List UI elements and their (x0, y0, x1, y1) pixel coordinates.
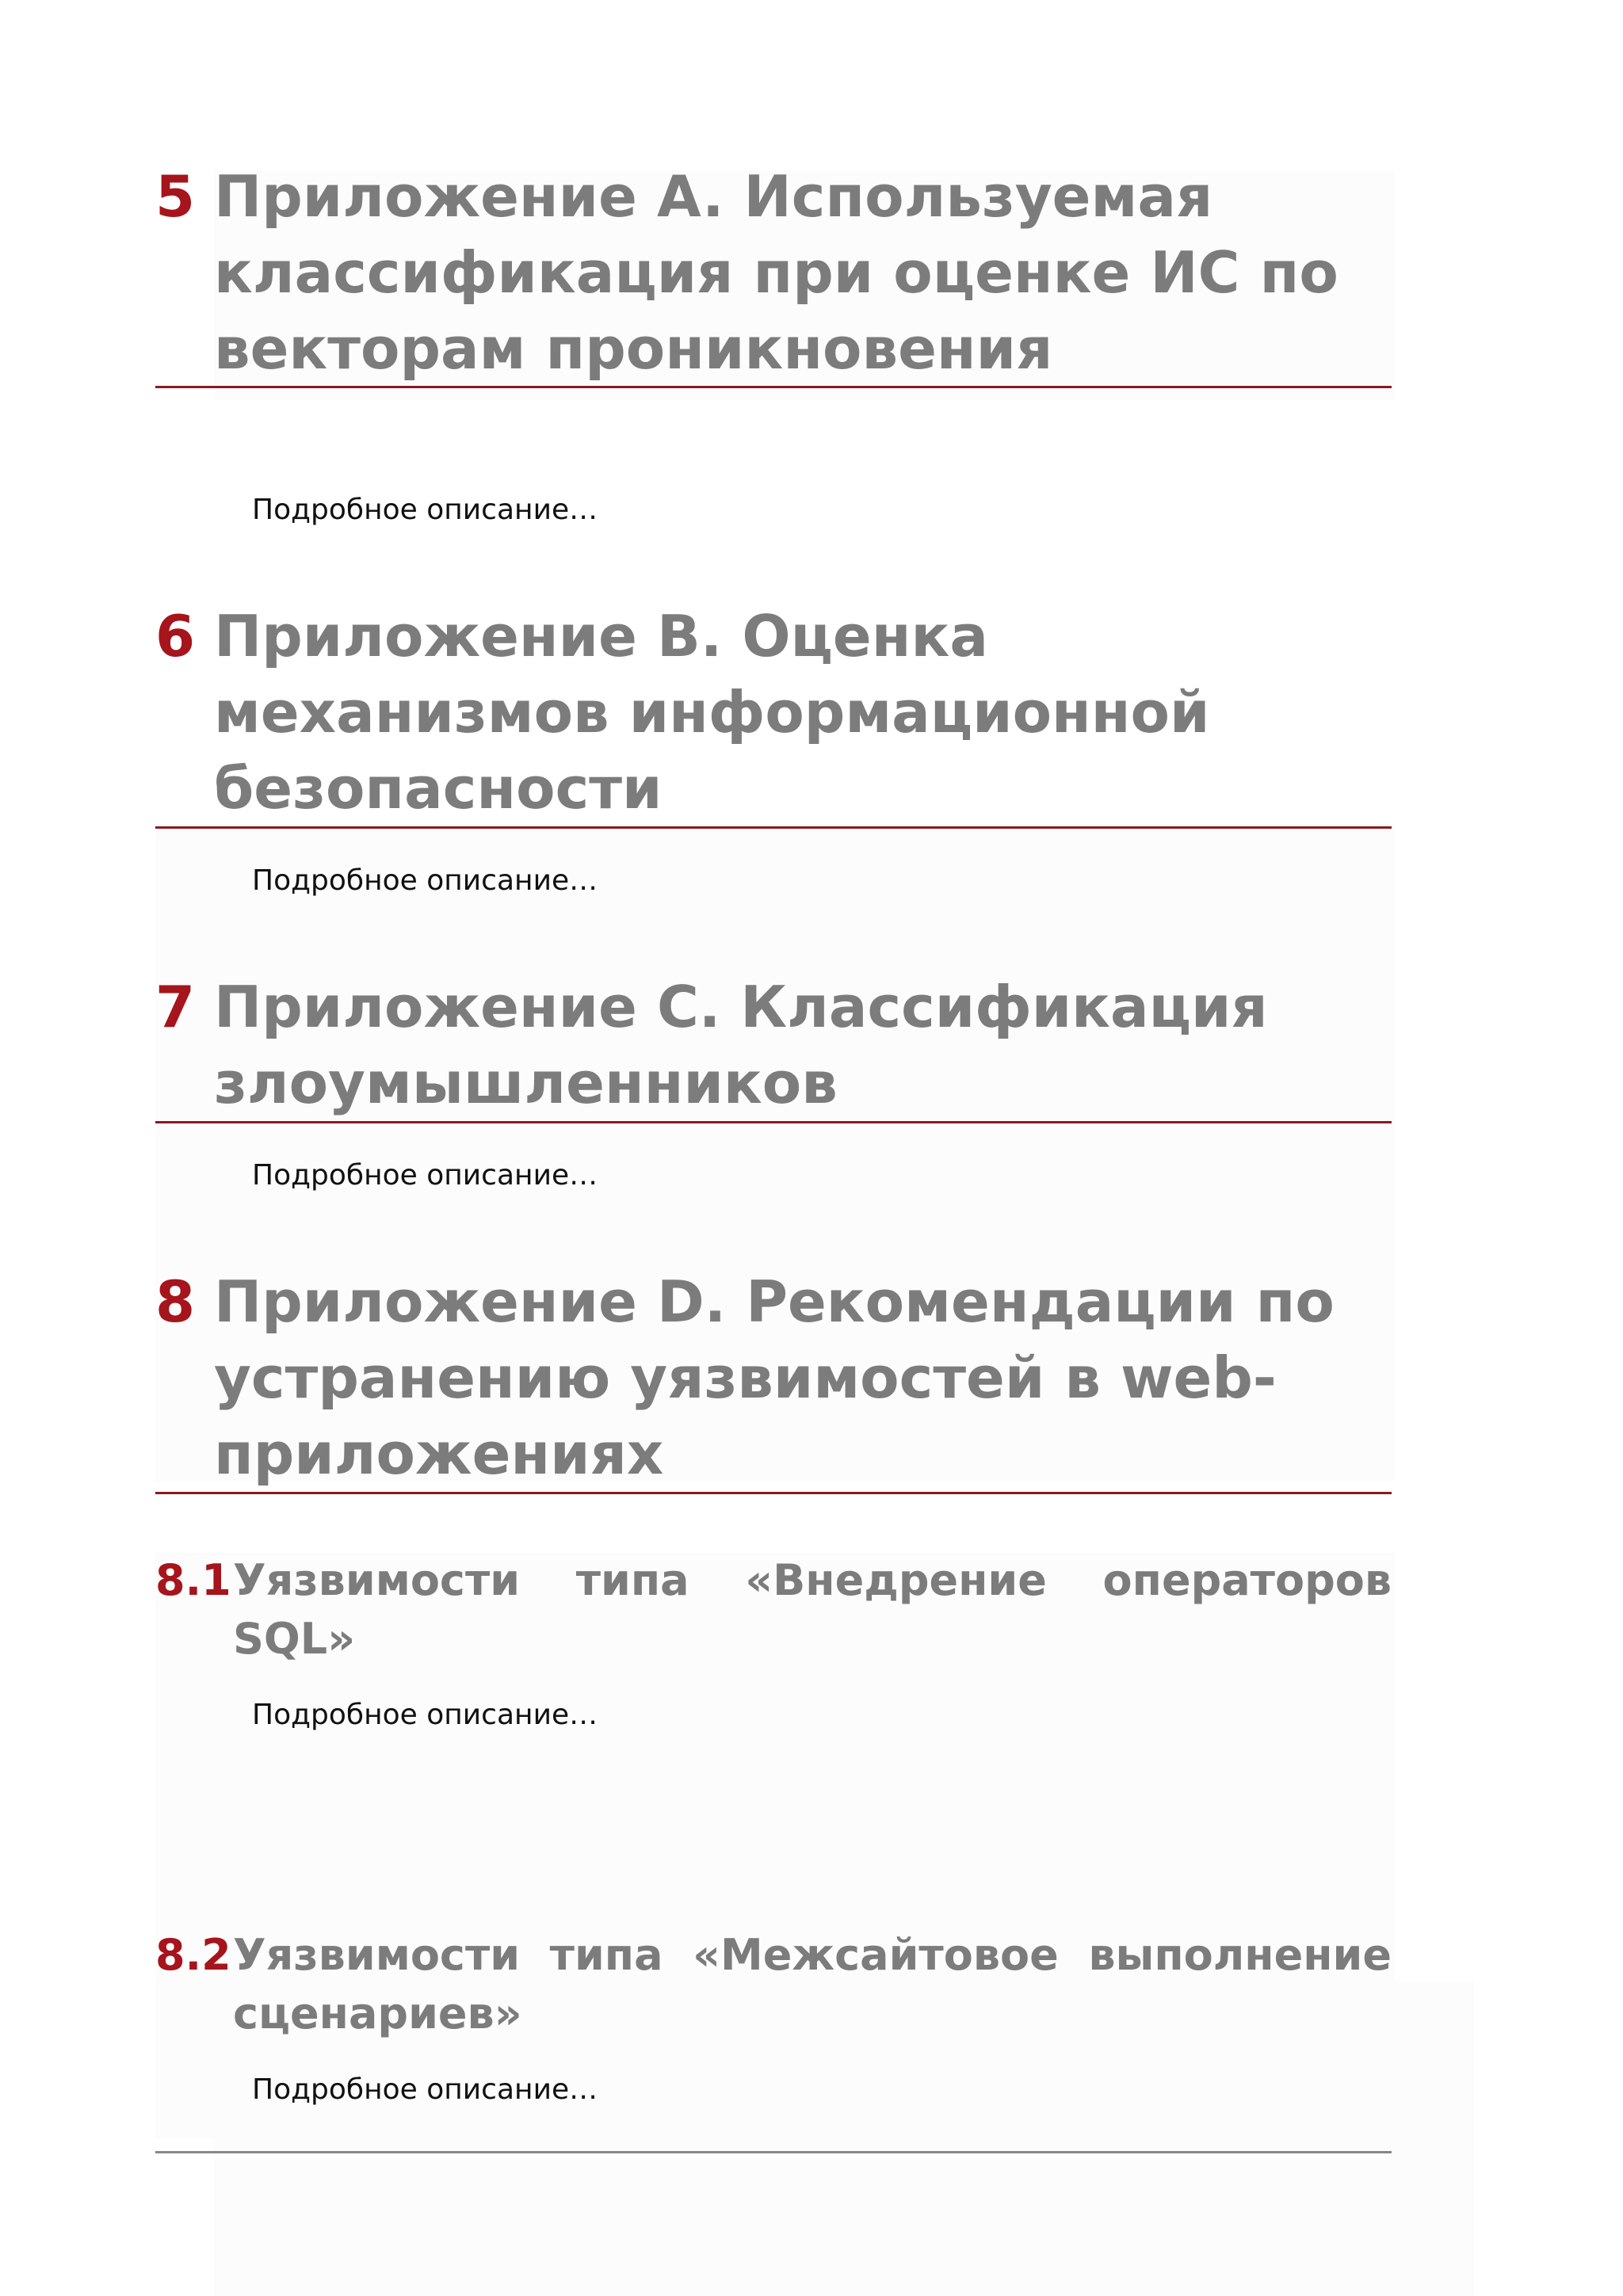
section-number: 7 (155, 974, 196, 1040)
section-body: Подробное описание… (252, 864, 598, 897)
section-body: Подробное описание… (252, 494, 598, 526)
page-footer-rule (155, 2151, 1392, 2153)
section-title: Приложение A. Используемая классификация при оценке ИС по векторам проникновения (214, 163, 1338, 382)
subsection-body: Подробное описание… (252, 1699, 598, 1731)
section-title: Приложение D. Рекомендации по устранению уязвимостей в web-приложениях (214, 1268, 1335, 1487)
heading-rule (155, 1121, 1392, 1123)
section-number: 5 (155, 163, 196, 230)
section-title: Приложение C. Классификация злоумышленников (214, 974, 1268, 1116)
subsection-number: 8.2 (155, 1930, 231, 1980)
subsection-title: Уязвимости типа «Внедрение операторов SQL» (233, 1555, 1392, 1664)
heading-rule (155, 826, 1392, 829)
section-title: Приложение B. Оценка механизмов информационной безопасности (214, 603, 1210, 822)
section-body: Подробное описание… (252, 1159, 598, 1192)
heading-rule (155, 1492, 1392, 1494)
subsection-number: 8.1 (155, 1555, 231, 1605)
subsection-title: Уязвимости типа «Межсайтовое выполнение сценариев» (233, 1930, 1392, 2039)
subsection-body: Подробное описание… (252, 2073, 598, 2106)
section-number: 8 (155, 1268, 196, 1335)
heading-rule (155, 386, 1392, 388)
section-number: 6 (155, 603, 196, 669)
